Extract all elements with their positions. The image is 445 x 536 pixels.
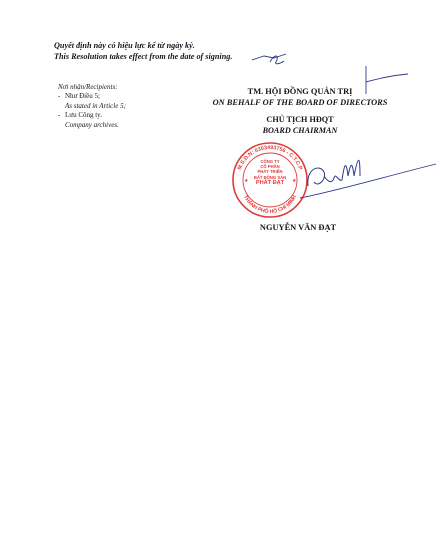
recipients-heading: Nơi nhận/Recipients: [58, 83, 118, 91]
seal-center-line: BẤT ĐỘNG SẢN [253, 174, 287, 180]
recipient-item-en: Company archives. [65, 120, 119, 129]
title-en: BOARD CHAIRMAN [262, 126, 338, 135]
on-behalf-en: ON BEHALF OF THE BOARD OF DIRECTORS [212, 98, 388, 107]
title-vi: CHỦ TỊCH HĐQT [266, 115, 334, 124]
handwritten-flourish [352, 60, 412, 102]
recipient-item: - Như Điều 5; As stated in Article 5; [58, 92, 198, 111]
seal-center-line: CỔ PHẦN [260, 164, 280, 170]
seal-center-name: PHÁT ĐẠT [255, 179, 285, 186]
recipient-item-vi: Lưu Công ty. [65, 111, 102, 119]
recipients-list [58, 82, 198, 130]
seal-ring-top: M.S.D.N: 0303493756 - C.T.C.P [236, 144, 304, 171]
initial-mark [250, 48, 290, 68]
signer-name: NGUYỄN VĂN ĐẠT [259, 223, 337, 232]
effect-line-en: This Resolution takes effect from the date of signing. [54, 52, 233, 61]
recipient-item-en: As stated in Article 5; [65, 101, 126, 110]
on-behalf-vi: TM. HỘI ĐỒNG QUẢN TRỊ [247, 87, 353, 96]
handwritten-signature [280, 146, 440, 210]
effect-line-vi: Quyết định này có hiệu lực kể từ ngày ký. [54, 41, 195, 50]
seal-ring-bottom: THÀNH PHỐ HỒ CHÍ MINH [242, 194, 299, 216]
recipient-item-vi: Như Điều 5; [65, 92, 100, 100]
seal-center-line: CÔNG TY [260, 159, 280, 164]
seal-center-line: PHÁT TRIỂN [257, 169, 283, 175]
seal-star-icon: ★ [244, 179, 249, 184]
seal-star-icon: ★ [292, 179, 297, 184]
recipient-item: - Lưu Công ty. Company archives. [58, 111, 198, 130]
